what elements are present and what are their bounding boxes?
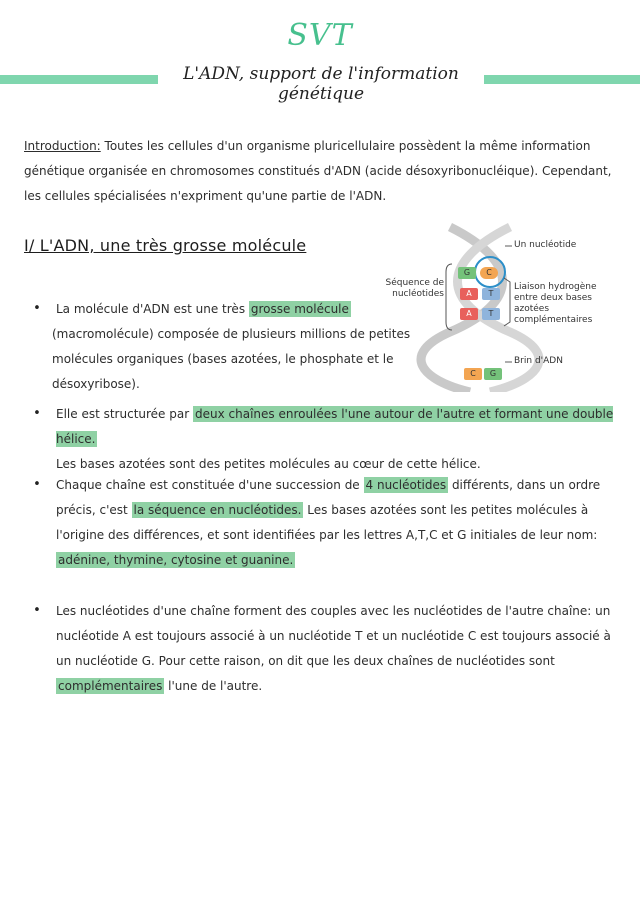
bullet-1-text [56,297,416,322]
bullet-1-continuation [52,322,412,397]
header-bar-right [484,75,640,84]
section-heading: I/ L'ADN, une très grosse molécule [24,236,307,255]
base-g: G [458,267,476,279]
bullet-1-marker: • [33,301,41,316]
bullet-2-part-b: Les bases azotées sont des petites molécules au cœur de cette hélice. [56,457,481,471]
bullet-4-part-b: l'une de l'autre. [164,679,263,693]
bullet-2-marker: • [33,406,41,421]
bullet-2-highlight: deux chaînes enroulées l'une autour de l'autre et formant une double hélice. [56,407,614,446]
base-c-2: C [464,368,482,380]
bullet-3-text [56,473,601,573]
label-liaison: Liaison hydrogène entre deux bases azotées complémentaires [514,282,597,325]
page-title: SVT [287,18,353,53]
bullet-4-text [56,599,622,699]
bullet-3-highlight-2: la séquence en nucléotides. [133,503,302,517]
bullet-4-part-a: Les nucléotides d'une chaîne forment des couples avec les nucléotides de l'autre chaîne: un nucléotide A est toujours associé à un nucléotide T et un nucléotide C est toujours associé à un nucléotide G. Pour cette raison, on dit que les deux chaînes de nucléotides sont [56,604,611,668]
label-brin: Brin d'ADN [514,356,563,366]
bullet-3-part-c: Les bases azotées sont les petites molécules à l'origine des différences, et sont identifiées par les lettres A,T,C et G initiales de leur nom: [56,503,598,542]
bullet-3-highlight-3: adénine, thymine, cytosine et guanine. [58,553,294,567]
label-nucleotide: Un nucléotide [514,240,577,250]
bullet-4-marker: • [33,603,41,618]
bullet-3-part-a: Chaque chaîne est constituée d'une succession de [56,478,364,492]
base-a: A [460,288,478,300]
base-c: C [480,267,498,279]
base-a-2: A [460,308,478,320]
bullet-3-marker: • [33,477,41,492]
base-g-2: G [484,368,502,380]
dna-figure [380,222,620,392]
introduction-text: Toutes les cellules d'un organisme pluricellulaire possèdent la même information génétique organisée en chromosomes constitués d'ADN (acide désoxyribonucléique). Cependant, les cellules spécialisées n'expriment qu'une partie de l'ADN. [24,139,612,203]
page-subtitle: L'ADN, support de l'information génétique [183,64,459,104]
label-sequence: Séquence de nucléotides [385,278,444,299]
introduction-paragraph [24,134,620,209]
bullet-2-part-a: Elle est structurée par [56,407,193,421]
introduction-label: Introduction: [24,139,101,153]
header-bar-left [0,75,158,84]
base-t: T [482,288,500,300]
bullet-1-highlight: grosse molécule [250,302,349,316]
bullet-4-highlight: complémentaires [58,679,163,693]
bullet-1-part-b: (macromolécule) composée de plusieurs millions de petites molécules organiques (bases azotées, le phosphate et le désoxyribose). [52,327,411,391]
bullet-1-part-a: La molécule d'ADN est une très [56,302,249,316]
base-t-2: T [482,308,500,320]
bullet-3-highlight-1: 4 nucléotides [365,478,447,492]
bullet-2-text [56,402,626,477]
bullet-3-part-b: différents, dans un ordre précis, c'est [56,478,601,517]
